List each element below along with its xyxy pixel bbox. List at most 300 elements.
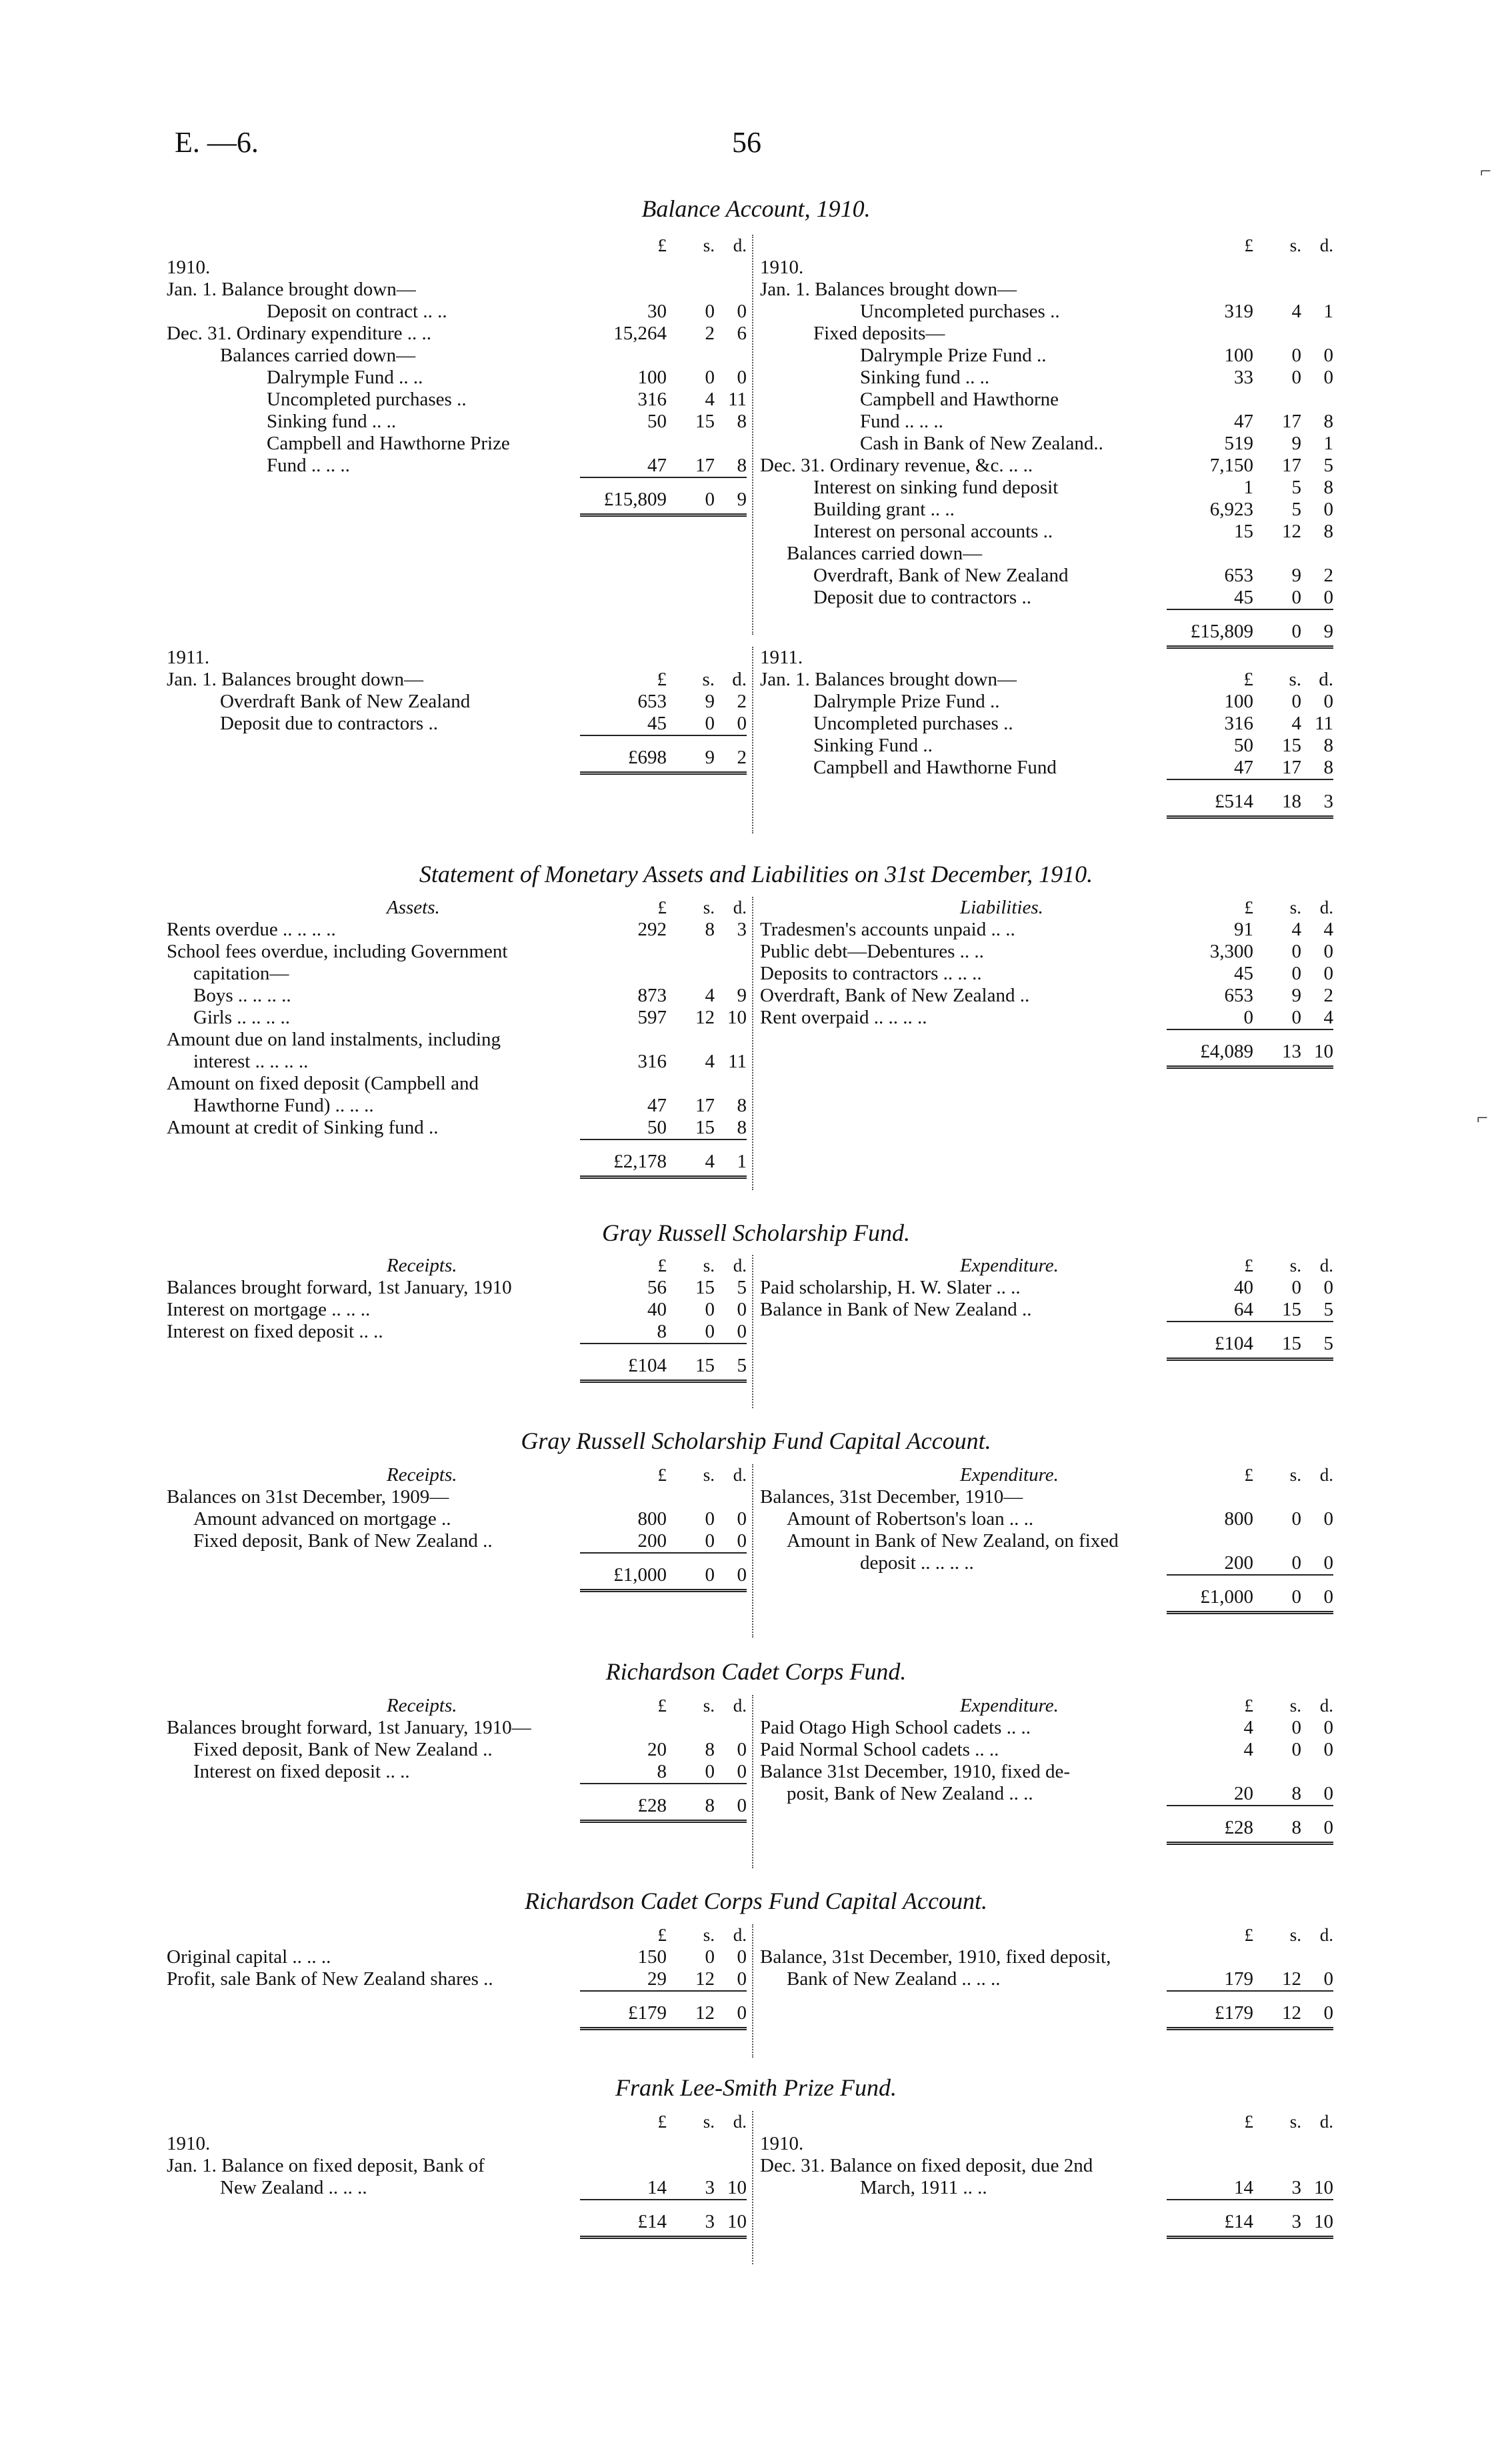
- pounds-value: 64: [1234, 1299, 1253, 1320]
- total-shillings: 15: [1282, 1333, 1301, 1354]
- ledger-row: [167, 1007, 747, 1029]
- total-shillings: 8: [1291, 1817, 1301, 1838]
- ledger-row: [167, 455, 747, 477]
- total-pounds: £1,000: [613, 1564, 667, 1586]
- double-rule: [1167, 1065, 1333, 1069]
- left-column: [167, 647, 747, 775]
- ledger-item: Bank of New Zealand .. .. ..: [787, 1968, 1001, 1990]
- ledger-row: [760, 367, 1333, 389]
- ledger-row: [167, 1968, 747, 1990]
- column-header-row: [167, 1924, 747, 1946]
- total-rule: [1167, 1574, 1333, 1576]
- left-column: [167, 1695, 747, 1824]
- column-heading: Expenditure.: [960, 1464, 1059, 1486]
- shillings-value: 4: [705, 985, 715, 1006]
- column-divider: [752, 1255, 753, 1408]
- pence-value: 8: [1323, 477, 1333, 498]
- shillings-value: 5: [1291, 499, 1301, 520]
- pence-value: 0: [1323, 941, 1333, 962]
- shillings-value: 0: [1291, 963, 1301, 984]
- shillings-heading: s.: [1289, 1925, 1301, 1945]
- right-column: [760, 1695, 1333, 1846]
- document-reference: E. —6.: [175, 126, 259, 159]
- pence-value: 0: [737, 1530, 747, 1552]
- rule-row: [167, 1377, 747, 1384]
- total-row: [167, 2211, 747, 2233]
- pence-value: 3: [737, 919, 747, 940]
- ledger-row: [167, 433, 747, 455]
- total-shillings: 13: [1282, 1041, 1301, 1062]
- shillings-heading: s.: [703, 1256, 715, 1276]
- column-header-row: [760, 2111, 1333, 2133]
- ledger-row: [760, 499, 1333, 521]
- shillings-value: 0: [705, 1530, 715, 1552]
- pounds-value: £: [657, 669, 667, 690]
- ledger-row: [167, 919, 747, 941]
- ledger-row: [167, 941, 747, 963]
- margin-mark: ⌐: [1480, 160, 1491, 182]
- ledger-item: Interest on fixed deposit .. ..: [193, 1761, 410, 1782]
- total-pounds: £15,809: [603, 489, 667, 510]
- total-rule: [1167, 2199, 1333, 2200]
- pence-value: 8: [737, 455, 747, 476]
- shillings-value: 4: [1291, 301, 1301, 322]
- shillings-value: 9: [1291, 565, 1301, 586]
- right-column: [760, 235, 1333, 649]
- column-header-row: [760, 1255, 1333, 1277]
- pence-value: 0: [1323, 345, 1333, 366]
- rule-row: [760, 1990, 1333, 2002]
- ledger-item: 1910.: [167, 2133, 211, 2154]
- ledger-item: Amount of Robertson's loan .. ..: [787, 1508, 1034, 1530]
- ledger-item: Tradesmen's accounts unpaid .. ..: [760, 919, 1015, 940]
- column-heading: Assets.: [387, 897, 440, 918]
- ledger-item: Campbell and Hawthorne Prize: [267, 433, 510, 454]
- ledger-row: [760, 735, 1333, 757]
- shillings-value: 8: [1291, 1783, 1301, 1804]
- richardson-fund: [167, 1695, 1333, 1868]
- ledger-item: Deposit due to contractors ..: [220, 713, 438, 734]
- pounds-heading: £: [1244, 1696, 1253, 1716]
- shillings-value: 0: [1291, 587, 1301, 608]
- shillings-value: 0: [705, 1299, 715, 1320]
- pence-value: 0: [1323, 499, 1333, 520]
- ledger-item: 1911.: [167, 647, 210, 668]
- column-header-row: [167, 2111, 747, 2133]
- ledger-item: Profit, sale Bank of New Zealand shares ..: [167, 1968, 493, 1990]
- left-column: [167, 1464, 747, 1593]
- pounds-value: 1: [1243, 477, 1253, 498]
- shillings-value: 0: [1291, 1508, 1301, 1530]
- ledger-row: [760, 1946, 1333, 1968]
- ledger-item: Sinking Fund ..: [813, 735, 933, 756]
- shillings-value: 9: [1291, 985, 1301, 1006]
- margin-mark: ⌐: [1477, 1107, 1488, 1129]
- double-rule: [1167, 1611, 1333, 1614]
- pence-value: 0: [1323, 1277, 1333, 1298]
- ledger-item: Amount on fixed deposit (Campbell and: [167, 1073, 479, 1094]
- right-column: [760, 897, 1333, 1069]
- ledger-row: [760, 433, 1333, 455]
- ledger-item: Uncompleted purchases ..: [860, 301, 1060, 322]
- pence-value: 0: [737, 1508, 747, 1530]
- shillings-value: 0: [705, 1946, 715, 1968]
- ledger-row: [167, 1946, 747, 1968]
- ledger-row: [760, 1007, 1333, 1029]
- total-pence: 10: [1314, 2211, 1333, 2232]
- shillings-value: 0: [1291, 691, 1301, 712]
- shillings-value: 12: [695, 1007, 715, 1028]
- column-heading: Receipts.: [387, 1255, 457, 1276]
- column-heading: Expenditure.: [960, 1255, 1059, 1276]
- left-column: [167, 1924, 747, 2031]
- ledger-item: Balances carried down—: [787, 543, 983, 564]
- total-pence: 0: [1323, 2002, 1333, 2024]
- total-pence: 10: [1314, 1041, 1333, 1062]
- ledger-item: Paid scholarship, H. W. Slater .. ..: [760, 1277, 1021, 1298]
- pounds-heading: £: [657, 1925, 667, 1945]
- pence-value: 2: [1323, 565, 1333, 586]
- total-pence: 5: [737, 1355, 747, 1376]
- pounds-value: 800: [1224, 1508, 1253, 1530]
- pence-heading: d.: [733, 897, 747, 917]
- ledger-item: posit, Bank of New Zealand .. ..: [787, 1783, 1033, 1804]
- total-row: [760, 2002, 1333, 2024]
- pounds-value: 873: [637, 985, 667, 1006]
- total-pence: 0: [737, 1564, 747, 1586]
- shillings-value: 8: [705, 919, 715, 940]
- pence-value: 11: [1315, 713, 1333, 734]
- page-number: 56: [732, 126, 761, 159]
- frank-lee-smith-fund: [167, 2111, 1333, 2264]
- shillings-heading: s.: [703, 897, 715, 917]
- ledger-item: Fixed deposit, Bank of New Zealand ..: [193, 1739, 493, 1760]
- right-column: [760, 1255, 1333, 1362]
- total-rule: [580, 1990, 747, 1992]
- ledger-row: [167, 669, 747, 691]
- pence-heading: d.: [733, 1925, 747, 1945]
- ledger-row: [760, 257, 1333, 279]
- pence-value: 5: [737, 1277, 747, 1298]
- pence-value: 0: [737, 1299, 747, 1320]
- ledger-item: 1911.: [760, 647, 803, 668]
- rule-row: [167, 1343, 747, 1355]
- total-row: [167, 1795, 747, 1817]
- gray-russell-capital: [167, 1464, 1333, 1638]
- pence-value: 1: [1323, 301, 1333, 322]
- ledger-item: Campbell and Hawthorne Fund: [813, 757, 1057, 778]
- ledger-item: Balances carried down—: [220, 345, 416, 366]
- shillings-value: 3: [1291, 2177, 1301, 2198]
- shillings-value: 4: [1291, 713, 1301, 734]
- shillings-value: 0: [705, 367, 715, 388]
- pence-value: 10: [1314, 2177, 1333, 2198]
- total-shillings: 0: [705, 1564, 715, 1586]
- ledger-row: [167, 691, 747, 713]
- ledger-row: [760, 691, 1333, 713]
- double-rule: [580, 1175, 747, 1179]
- ledger-item: Balance 31st December, 1910, fixed de-: [760, 1761, 1071, 1782]
- rule-row: [167, 2199, 747, 2211]
- shillings-heading: s.: [703, 235, 715, 255]
- pounds-value: 14: [1234, 2177, 1253, 2198]
- pounds-value: 316: [637, 1051, 667, 1072]
- total-row: [760, 621, 1333, 643]
- pence-heading: d.: [733, 1465, 747, 1485]
- shillings-value: 0: [705, 1508, 715, 1530]
- pence-value: 4: [1323, 1007, 1333, 1028]
- ledger-row: [760, 389, 1333, 411]
- right-column: [760, 1924, 1333, 2031]
- pence-value: 8: [1323, 411, 1333, 432]
- ledger-row: [760, 1717, 1333, 1739]
- total-pence: 0: [737, 2002, 747, 2024]
- right-column: [760, 647, 1333, 819]
- section-title: Richardson Cadet Corps Fund Capital Account.: [525, 1888, 987, 1914]
- pence-value: 10: [727, 1007, 747, 1028]
- pounds-heading: £: [1244, 1256, 1253, 1276]
- total-pounds: £104: [1215, 1333, 1253, 1354]
- column-heading: Expenditure.: [960, 1695, 1059, 1716]
- ledger-item: Dalrymple Prize Fund ..: [860, 345, 1047, 366]
- monetary-statement: [167, 897, 1333, 1190]
- rule-row: [167, 1783, 747, 1795]
- ledger-row: [760, 1277, 1333, 1299]
- total-rule: [1167, 1805, 1333, 1806]
- total-rule: [1167, 1321, 1333, 1322]
- ledger-row: [760, 1761, 1333, 1783]
- pence-value: 0: [737, 1321, 747, 1342]
- pounds-value: 597: [637, 1007, 667, 1028]
- pounds-value: 14: [647, 2177, 667, 2198]
- ledger-row: [167, 1486, 747, 1508]
- total-pounds: £14: [637, 2211, 667, 2232]
- shillings-value: 4: [705, 389, 715, 410]
- pence-value: 8: [1323, 757, 1333, 778]
- ledger-row: [760, 2133, 1333, 2155]
- pounds-value: 20: [647, 1739, 667, 1760]
- pence-heading: d.: [733, 1256, 747, 1276]
- shillings-value: 15: [1282, 1299, 1301, 1320]
- pence-value: d.: [732, 669, 747, 690]
- left-column: [167, 1255, 747, 1384]
- ledger-row: [167, 963, 747, 985]
- double-rule: [580, 2236, 747, 2239]
- ledger-item: Overdraft, Bank of New Zealand ..: [760, 985, 1030, 1006]
- shillings-value: s.: [702, 669, 715, 690]
- total-rule: [580, 1139, 747, 1140]
- pounds-value: 56: [647, 1277, 667, 1298]
- ledger-item: Amount advanced on mortgage ..: [193, 1508, 451, 1530]
- pounds-value: 292: [637, 919, 667, 940]
- ledger-row: [760, 963, 1333, 985]
- pence-value: 0: [1323, 1717, 1333, 1738]
- shillings-heading: s.: [1289, 2112, 1301, 2132]
- total-pence: 2: [737, 747, 747, 768]
- column-divider: [752, 1464, 753, 1638]
- shillings-value: 12: [1282, 521, 1301, 542]
- rule-row: [760, 779, 1333, 791]
- total-row: [760, 791, 1333, 813]
- shillings-value: 9: [705, 691, 715, 712]
- pounds-heading: £: [1244, 897, 1253, 917]
- ledger-row: [167, 1530, 747, 1552]
- total-shillings: 3: [1291, 2211, 1301, 2232]
- pounds-value: 40: [1234, 1277, 1253, 1298]
- double-rule: [1167, 1358, 1333, 1361]
- ledger-row: [760, 919, 1333, 941]
- pence-value: 0: [1323, 1783, 1333, 1804]
- ledger-item: Paid Otago High School cadets .. ..: [760, 1717, 1031, 1738]
- ledger-row: [760, 565, 1333, 587]
- ledger-row: [760, 1783, 1333, 1805]
- ledger-item: Fund .. .. ..: [267, 455, 350, 476]
- pence-heading: d.: [1319, 897, 1333, 917]
- total-rule: [1167, 609, 1333, 610]
- ledger-item: 1910.: [167, 257, 211, 278]
- total-shillings: 0: [705, 489, 715, 510]
- pence-heading: d.: [733, 235, 747, 255]
- rule-row: [760, 2024, 1333, 2031]
- pence-value: 6: [737, 323, 747, 344]
- pence-heading: d.: [1319, 235, 1333, 255]
- ledger-row: [167, 301, 747, 323]
- column-divider: [752, 897, 753, 1190]
- ledger-row: [167, 1508, 747, 1530]
- pence-value: 0: [1323, 1968, 1333, 1990]
- ledger-item: Sinking fund .. ..: [860, 367, 990, 388]
- pounds-value: 7,150: [1209, 455, 1253, 476]
- shillings-value: 17: [695, 455, 715, 476]
- ledger-row: [760, 985, 1333, 1007]
- ledger-item: Building grant .. ..: [813, 499, 955, 520]
- shillings-value: 4: [1291, 919, 1301, 940]
- shillings-heading: s.: [1289, 235, 1301, 255]
- rule-row: [167, 2024, 747, 2031]
- shillings-value: 0: [1291, 1717, 1301, 1738]
- ledger-row: [760, 521, 1333, 543]
- ledger-item: Rent overpaid .. .. .. ..: [760, 1007, 927, 1028]
- ledger-item: Uncompleted purchases ..: [813, 713, 1013, 734]
- column-divider: [752, 1695, 753, 1868]
- ledger-item: Jan. 1. Balances brought down—: [167, 669, 423, 690]
- pence-value: 5: [1323, 1299, 1333, 1320]
- ledger-row: [167, 2177, 747, 2199]
- ledger-item: Fixed deposits—: [813, 323, 945, 344]
- pence-value: 0: [1323, 1552, 1333, 1574]
- total-pounds: £1,000: [1200, 1586, 1253, 1608]
- pounds-value: 653: [637, 691, 667, 712]
- ledger-row: [760, 279, 1333, 301]
- ledger-item: New Zealand .. .. ..: [220, 2177, 367, 2198]
- right-column: [760, 2111, 1333, 2240]
- column-header-row: [760, 235, 1333, 257]
- total-rule: [580, 735, 747, 736]
- ledger-item: Jan. 1. Balance on fixed deposit, Bank of: [167, 2155, 485, 2176]
- pence-value: 8: [737, 411, 747, 432]
- rule-row: [760, 1805, 1333, 1817]
- total-rule: [1167, 1029, 1333, 1030]
- pounds-value: 29: [647, 1968, 667, 1990]
- pounds-value: 316: [637, 389, 667, 410]
- pence-heading: d.: [1319, 1925, 1333, 1945]
- column-header-row: [760, 897, 1333, 919]
- rule-row: [167, 511, 747, 517]
- ledger-row: [167, 1761, 747, 1783]
- ledger-item: Amount due on land instalments, including: [167, 1029, 501, 1050]
- total-rule: [1167, 779, 1333, 780]
- ledger-row: [167, 367, 747, 389]
- pounds-value: 8: [657, 1321, 667, 1342]
- pounds-value: 6,923: [1209, 499, 1253, 520]
- pence-value: 2: [737, 691, 747, 712]
- column-header-row: [760, 1464, 1333, 1486]
- pounds-value: 47: [1234, 411, 1253, 432]
- pence-value: 4: [1323, 919, 1333, 940]
- ledger-item: Dec. 31. Balance on fixed deposit, due 2nd: [760, 2155, 1093, 2176]
- ledger-item: Interest on fixed deposit .. ..: [167, 1321, 383, 1342]
- ledger-item: Dec. 31. Ordinary expenditure .. ..: [167, 323, 432, 344]
- pence-value: 0: [737, 1968, 747, 1990]
- total-pounds: £698: [628, 747, 667, 768]
- shillings-value: 17: [1282, 455, 1301, 476]
- total-rule: [1167, 1990, 1333, 1992]
- ledger-item: Interest on personal accounts ..: [813, 521, 1053, 542]
- total-pounds: £14: [1224, 2211, 1253, 2232]
- ledger-row: [167, 411, 747, 433]
- left-column: [167, 2111, 747, 2240]
- ledger-item: Deposit on contract .. ..: [267, 301, 447, 322]
- total-row: [167, 489, 747, 511]
- ledger-row: [167, 1299, 747, 1321]
- pounds-value: 653: [1224, 985, 1253, 1006]
- total-row: [167, 2002, 747, 2024]
- ledger-item: Boys .. .. .. ..: [193, 985, 291, 1006]
- ledger-row: [167, 647, 747, 669]
- pence-value: 0: [1323, 1739, 1333, 1760]
- total-rule: [580, 1552, 747, 1554]
- pounds-value: 45: [647, 713, 667, 734]
- total-pounds: £179: [628, 2002, 667, 2024]
- rule-row: [167, 1990, 747, 2002]
- total-shillings: 0: [1291, 1586, 1301, 1608]
- pounds-value: 50: [647, 1117, 667, 1138]
- rule-row: [167, 1173, 747, 1179]
- rule-row: [760, 609, 1333, 621]
- pounds-value: 47: [647, 1095, 667, 1116]
- pounds-value: 200: [1224, 1552, 1253, 1574]
- pounds-value: 4: [1243, 1739, 1253, 1760]
- rule-row: [167, 735, 747, 747]
- column-heading: Receipts.: [387, 1695, 457, 1716]
- shillings-value: s.: [1289, 669, 1301, 690]
- pounds-heading: £: [657, 235, 667, 255]
- rule-row: [760, 1355, 1333, 1362]
- pence-heading: d.: [1319, 1465, 1333, 1485]
- pence-value: 11: [728, 389, 747, 410]
- total-rule: [580, 477, 747, 478]
- pence-value: 1: [1323, 433, 1333, 454]
- total-pounds: £28: [1224, 1817, 1253, 1838]
- double-rule: [580, 1589, 747, 1592]
- pounds-value: 316: [1224, 713, 1253, 734]
- pounds-value: 100: [1224, 691, 1253, 712]
- pounds-value: 179: [1224, 1968, 1253, 1990]
- ledger-item: Jan. 1. Balance brought down—: [167, 279, 416, 300]
- total-row: [760, 1586, 1333, 1608]
- double-rule: [1167, 2027, 1333, 2030]
- shillings-value: 17: [695, 1095, 715, 1116]
